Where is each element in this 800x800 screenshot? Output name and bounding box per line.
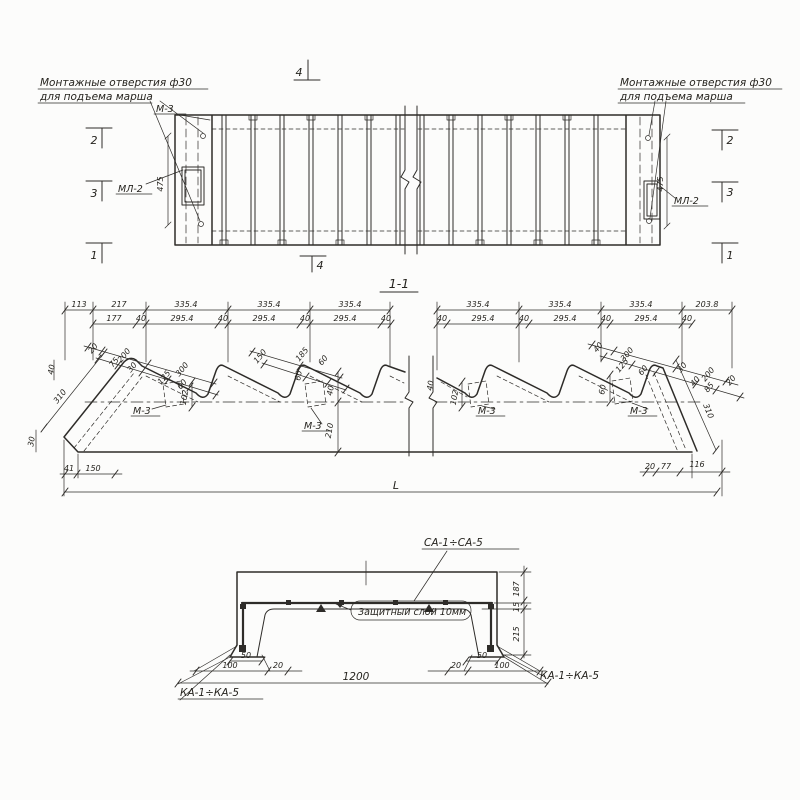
dim-label: 60 — [316, 353, 330, 368]
dim-label: 310 — [51, 387, 69, 406]
dim-label: 203.8 — [695, 300, 719, 309]
dim-label: 40 — [46, 363, 57, 376]
dim-label: 40 — [681, 314, 693, 323]
dim-label: 40 — [436, 314, 448, 323]
vertical-dim-lines — [192, 369, 610, 452]
section-title: 1-1 — [388, 276, 410, 291]
dim-label: 295.4 — [634, 314, 658, 323]
dim-label: 215 — [512, 626, 521, 642]
cover-note-label: Защитный слой 10мм — [358, 607, 467, 618]
dim-label: 60 — [293, 369, 304, 382]
dim-label: 300 — [173, 360, 191, 379]
section-mark-4-bottom: 4 — [316, 259, 324, 272]
plan-mounting-hole — [201, 134, 206, 139]
dim-label: 335.4 — [629, 300, 653, 309]
section-mark-3-left: 3 — [90, 187, 98, 200]
dim-label: 50 — [476, 651, 488, 660]
cross-section-view — [175, 537, 599, 700]
dim-label: 1200 — [342, 671, 370, 683]
top-bars-label: СА-1÷СА-5 — [424, 537, 483, 549]
plan-ml2-label-right: МЛ-2 — [674, 196, 699, 207]
edge-bars-label-left: КА-1÷КА-5 — [180, 687, 240, 699]
dim-label: 300 — [618, 345, 636, 364]
section-1-1 — [26, 276, 744, 496]
dim-label: 335.4 — [257, 300, 281, 309]
dim-label: 40 — [135, 314, 147, 323]
dim-label: 20 — [724, 373, 738, 388]
dim-label: 30 — [675, 360, 689, 375]
dim-label: 40 — [299, 314, 311, 323]
dim-label: 335.4 — [174, 300, 198, 309]
dim-label: 100 — [222, 661, 238, 670]
dim-label: 200 — [699, 365, 717, 384]
embed-m3-label: М-3 — [304, 421, 322, 432]
section-mark-2-left: 2 — [90, 134, 98, 147]
mounting-note-left-line1: Монтажные отверстия ф30 — [40, 77, 192, 89]
dim-label: 295.4 — [553, 314, 577, 323]
dim-label: 102 — [178, 389, 191, 406]
dim-label: 335.4 — [338, 300, 362, 309]
dim-label: 40 — [591, 340, 605, 355]
dim-label: 210 — [323, 422, 336, 439]
section-break-lines — [405, 356, 437, 456]
dim-label: 177 — [106, 314, 122, 323]
dim-label: 125 — [155, 368, 173, 387]
section-mark-1-left: 1 — [90, 249, 98, 262]
mounting-note-left-line2: для подъема марша — [40, 91, 153, 103]
mounting-note-right-line2: для подъема марша — [620, 91, 733, 103]
section-mark-4-top: 4 — [295, 66, 303, 79]
dim-label: 295.4 — [170, 314, 194, 323]
dim-label: 150 — [85, 464, 101, 473]
plan-mounting-hole — [646, 136, 651, 141]
dim-label: 77 — [660, 462, 672, 471]
vertical-dim-ticks — [189, 368, 613, 456]
dim-label: 150 — [251, 347, 269, 366]
dim-label: 60 — [597, 383, 608, 396]
dim-label: 295.4 — [471, 314, 495, 323]
dim-label: 113 — [71, 300, 87, 309]
dim-label: 187 — [512, 581, 521, 597]
total-length-label: L — [392, 479, 400, 492]
plan-ml2-label-left: МЛ-2 — [118, 184, 143, 195]
dim-label: 20 — [272, 661, 284, 670]
edge-bars-label-right: КА-1÷КА-5 — [540, 670, 600, 682]
dim-label: 217 — [111, 300, 127, 309]
dim-label: 100 — [494, 661, 510, 670]
plan-note-underlines — [38, 89, 782, 206]
dim-label: 335.4 — [466, 300, 490, 309]
dim-extension-lines — [65, 302, 732, 370]
dim-label: 310 — [701, 402, 716, 420]
plan-endcap-hidden-lines — [186, 117, 652, 243]
dim-label: 40 — [217, 314, 229, 323]
mounting-note-right-line1: Монтажные отверстия ф30 — [620, 77, 772, 89]
plan-hidden-edge-lines — [212, 129, 626, 231]
embed-m3-label: М-3 — [133, 406, 151, 417]
dim-label: 200 — [115, 346, 133, 365]
section-mark-3-right: 3 — [726, 186, 734, 199]
plan-edge-notches — [220, 115, 600, 245]
dim-label: 20 — [86, 341, 100, 356]
section-mark-2-right: 2 — [726, 134, 734, 147]
dim-label: 30 — [26, 435, 37, 448]
plan-step-joint-lines — [222, 115, 598, 245]
plan-dim-475-left: 475 — [156, 176, 165, 192]
dim-label: 85 — [702, 380, 716, 395]
embed-m3-label: М-3 — [630, 406, 648, 417]
dim-label: 40 — [688, 374, 702, 389]
dim-label: 15 — [512, 601, 521, 613]
dim-label: 125 — [613, 356, 631, 375]
plan-break-lines — [401, 106, 421, 254]
dim-label: 60 — [636, 363, 650, 378]
section-mark-1-right: 1 — [726, 249, 734, 262]
dim-label: 20 — [644, 462, 656, 471]
dim-label: 50 — [240, 651, 252, 660]
dim-label: 335.4 — [548, 300, 572, 309]
plan-view — [38, 60, 782, 272]
dim-label: 41 — [63, 464, 75, 473]
embed-m3-label: М-3 — [478, 406, 496, 417]
dim-chain-lines — [65, 310, 732, 324]
dim-label: 40 — [425, 379, 436, 392]
dim-label: 295.4 — [252, 314, 276, 323]
dim-label: 116 — [689, 460, 705, 469]
dim-label: 20 — [450, 661, 462, 670]
dim-label: 30 — [125, 360, 139, 375]
dim-label: 185 — [293, 345, 311, 364]
plan-mounting-hole — [199, 222, 204, 227]
dim-label: 75 — [107, 355, 121, 370]
dim-label: 40 — [600, 314, 612, 323]
dim-label: 40 — [518, 314, 530, 323]
plan-m3-label: М-3 — [156, 104, 174, 115]
m3-leaders-underlines — [131, 403, 657, 431]
dim-label: 40 — [380, 314, 392, 323]
plan-leader-lines — [146, 101, 675, 221]
dim-label: 40 — [325, 384, 336, 397]
dim-label: 295.4 — [333, 314, 357, 323]
dim-label: 60 — [175, 377, 189, 392]
plan-dim-475-right: 475 — [656, 176, 665, 192]
profile-hidden-underside — [74, 373, 686, 452]
dim-label: 102 — [448, 389, 461, 406]
